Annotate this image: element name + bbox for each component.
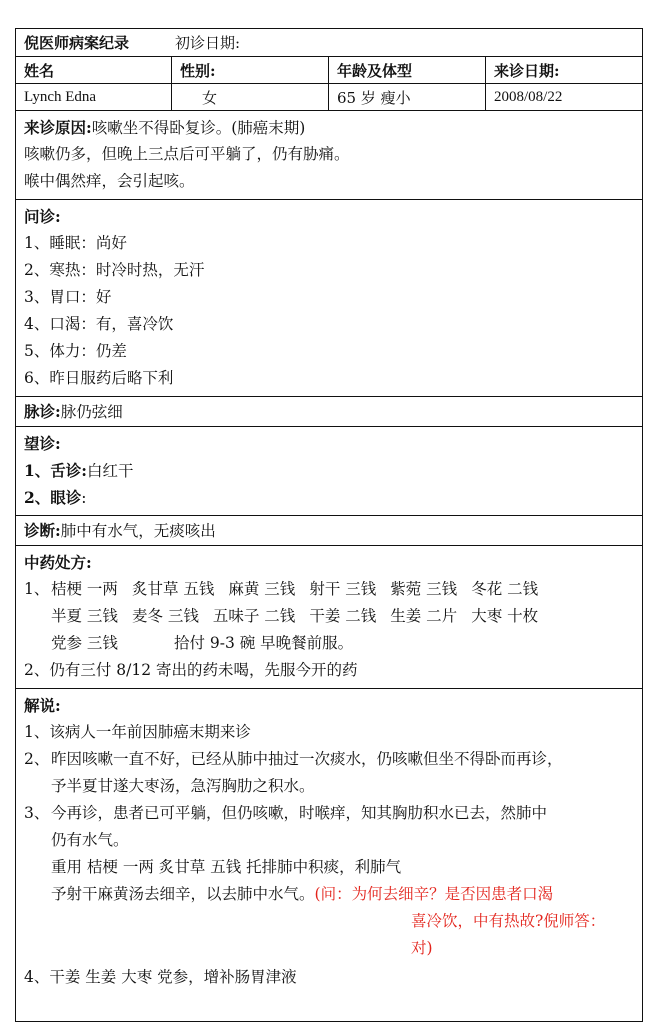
teacher-qa-annotation: (问：为何去细辛？是否因患者口渴 [314, 885, 554, 903]
first-visit-date-label: 初诊日期: [175, 34, 241, 52]
prescription-note: 2、仍有三付 8/12 寄出的药未喝，先服今开的药 [24, 661, 358, 679]
visit-date: 2008/08/22 [494, 88, 563, 105]
visit-date-header: 来诊日期: [494, 61, 560, 80]
herb: 大枣 十枚 [471, 607, 539, 625]
herb: 生姜 二片 [390, 607, 458, 625]
prescription-section [16, 546, 642, 689]
herb: 炙甘草 五钱 [131, 580, 215, 598]
herb: 射干 三钱 [309, 580, 377, 598]
eye-value: : [81, 489, 87, 507]
explanation-item: 4、干姜 生姜 大枣 党参，增补肠胃津液 [24, 968, 297, 986]
herb: 冬花 二钱 [471, 580, 539, 598]
eye-label: 2、眼诊 [24, 488, 82, 507]
herb: 半夏 三钱 [51, 607, 118, 625]
tongue-label: 1、舌诊: [24, 461, 88, 480]
inquiry-item: 3、胃口：好 [24, 288, 112, 306]
explanation-label: 解说: [24, 696, 61, 715]
diagnosis-text: 肺中有水气，无痰咳出 [60, 522, 216, 540]
prescription-item-number: 1、 [24, 580, 50, 598]
observation-section [16, 427, 642, 516]
herb: 麻黄 三钱 [228, 580, 296, 598]
case-record-sheet [15, 28, 643, 1022]
name-header: 姓名 [16, 57, 172, 83]
herb: 麦冬 三钱 [131, 607, 199, 625]
herb: 桔梗 一两 [51, 580, 118, 598]
herb: 紫菀 三钱 [390, 580, 458, 598]
patient-header-row [16, 57, 642, 84]
inquiry-section [16, 200, 642, 397]
patient-name: Lynch Edna [16, 84, 172, 110]
reason-section [16, 111, 642, 200]
pulse-section [16, 397, 642, 427]
age-build-header: 年龄及体型 [329, 57, 486, 83]
gender-header: 性别: [172, 57, 329, 83]
inquiry-item: 6、昨日服药后略下利 [24, 369, 174, 387]
patient-value-row [16, 84, 642, 111]
explanation-item: 1、该病人一年前因肺癌末期来诊 [24, 723, 251, 741]
pulse-label: 脉诊: [24, 402, 61, 421]
explanation-item: 2、 昨因咳嗽一直不好，已经从肺中抽过一次痰水，仍咳嗽但坐不得卧而再诊， 予半夏甘遂大枣汤，急泻胸肋之积水。 [24, 750, 563, 795]
herb: 干姜 二钱 [309, 607, 377, 625]
teacher-qa-annotation: 喜冷饮，中有热故?倪师答： [411, 912, 606, 930]
inquiry-item: 5、体力：仍差 [24, 342, 127, 360]
reason-label: 来诊原因: [24, 118, 92, 137]
patient-age-build: 65 岁 瘦小 [329, 84, 486, 110]
diagnosis-label: 诊断: [24, 521, 61, 540]
inquiry-item: 2、寒热：时冷时热，无汗 [24, 261, 205, 279]
tongue-value: 白红干 [87, 462, 134, 480]
explanation-section [16, 689, 642, 1021]
explanation-item: 3、 今再诊，患者已可平躺，但仍咳嗽，时喉痒，知其胸肋积水已去，然肺中 仍有水气。 重用 桔梗 一两 炙甘草 五钱 托排肺中积痰，利肺气 予射干麻黄汤去细辛，以去肺中水气。(问：为何去细辛？是否因患者口渴 喜冷饮，中有热故?倪师答： 对) [24, 800, 634, 962]
dosage-instructions: 拾付 9-3 碗 早晚餐前服。 [173, 634, 354, 652]
pulse-text: 脉仍弦细 [60, 403, 123, 421]
teacher-qa-annotation: 对) [411, 939, 433, 957]
inquiry-item: 1、睡眠：尚好 [24, 234, 127, 252]
observation-label: 望诊: [24, 434, 61, 453]
patient-gender: 女 [172, 84, 329, 110]
record-title: 倪医师病案纪录 [24, 34, 130, 52]
title-row [16, 29, 642, 57]
herb: 党参 三钱 [51, 634, 118, 652]
inquiry-label: 问诊: [24, 207, 61, 226]
herb: 五味子 二钱 [212, 607, 296, 625]
reason-line: 咳嗽仍多，但晚上三点后可平躺了，仍有胁痛。 [24, 145, 350, 163]
diagnosis-section [16, 516, 642, 546]
reason-line: 喉中偶然痒，会引起咳。 [24, 172, 195, 190]
inquiry-item: 4、口渴：有，喜冷饮 [24, 315, 174, 333]
reason-text: 咳嗽坐不得卧复诊。(肺癌末期) [91, 119, 306, 137]
prescription-label: 中药处方: [24, 553, 92, 572]
